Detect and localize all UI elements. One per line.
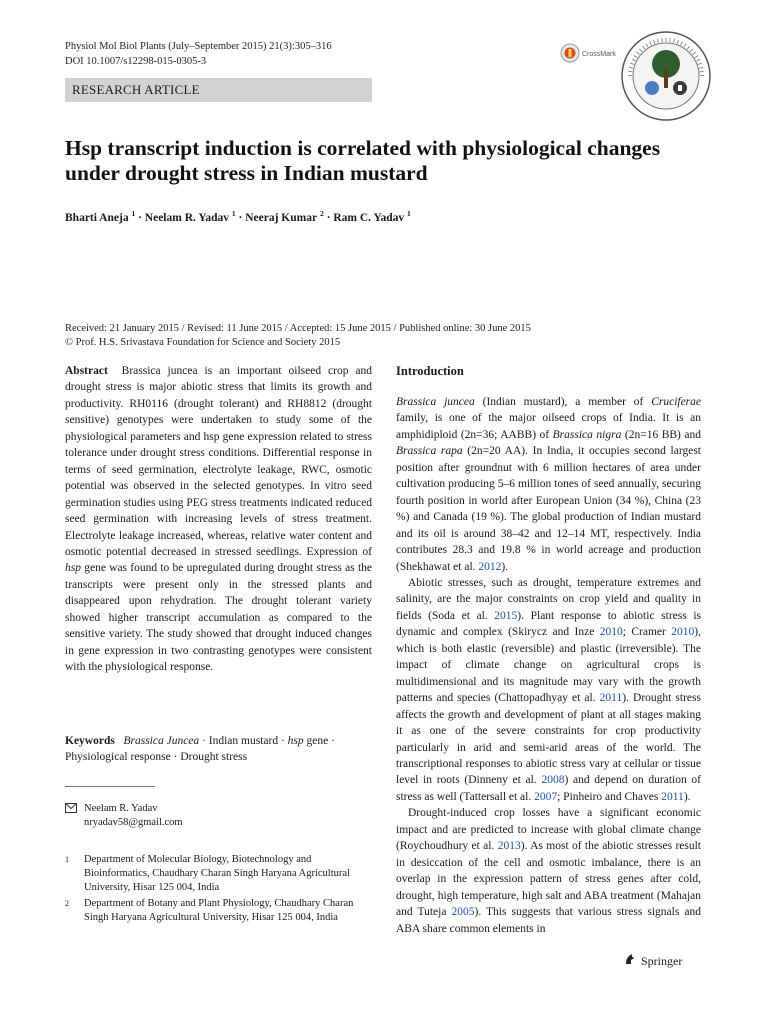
species-name: Brassica rapa [396,445,463,458]
body-text: ), which is both elastic (reversible) and plastic (irreversible). The impact of climate change on agricultural crops is multidimensional and its magnitude may vary with the growth patterns and species (Chattopadhyay et al. [396,626,701,705]
body-text: Drought-induced crop losses have a significant economic impact and are predicted to increase with global climate change (Roychoudhury et al. [396,807,701,853]
corresponding-author-name: Neelam R. Yadav [84,803,158,814]
article-type-band: RESEARCH ARTICLE [65,78,372,102]
species-name: Brassica juncea [396,396,475,408]
copyright-notice: © Prof. H.S. Srivastava Foundation for Science and Society 2015 [65,337,341,348]
introduction-section [396,363,701,937]
keywords-label: Keywords [65,735,115,747]
keyword: Physiological response [65,751,171,763]
intro-paragraph-1 [396,394,701,575]
author-affiliation-mark: 1 [231,209,236,218]
keyword: hsp [287,735,304,747]
author-name[interactable]: Neeraj Kumar [245,211,318,224]
body-text: (Indian mustard), a member of [474,396,652,408]
body-text: ). Plant response to abiotic stress is dynamic and complex (Skirycz and Inze [396,609,701,639]
keyword: gene [303,735,329,747]
citation-link[interactable]: 2008 [541,774,565,787]
publisher-mark [623,952,682,970]
doi[interactable]: DOI 10.1007/s12298-015-0305-3 [65,56,207,67]
citation-link[interactable]: 2005 [451,906,475,919]
keyword-separator: · [199,735,209,747]
society-seal-logo [620,30,712,122]
affiliation-number: 1 [65,855,69,864]
springer-horse-icon [623,952,637,970]
body-text: ). As most of the abiotic stresses result in desiccation of the cell and osmotic imbalance, there is an overlap in the expression pattern of stress genes after cold, drought, high temperature, high salt and ABA treatment (Mahajan and Tuteja [396,840,701,919]
footnote-divider [65,786,155,787]
abstract-label: Abstract [65,365,108,377]
body-text: ). This suggests that various stress signals and ABA share common elements in [396,906,701,935]
keyword: Brassica Juncea [123,735,200,747]
citation-link[interactable]: 2013 [497,840,521,853]
keyword-separator: · [328,735,335,747]
envelope-icon [65,803,77,818]
keywords-section [65,733,372,765]
body-text: ). [501,560,509,573]
keyword: Indian mustard [208,735,279,747]
author-affiliation-mark: 1 [131,209,136,218]
author-name[interactable]: Neelam R. Yadav [144,211,230,224]
abstract-section [65,363,372,676]
publisher-name: Springer [641,953,683,968]
citation-link[interactable]: 2007 [534,790,558,803]
citation-link[interactable]: 2012 [478,560,502,573]
keyword: Drought stress [180,751,248,763]
publication-dates: Received: 21 January 2015 / Revised: 11 June 2015 / Accepted: 15 June 2015 / Published online: 30 June 2015 [65,323,531,334]
author-separator: · [135,211,145,224]
author-name[interactable]: Bharti Aneja [65,211,129,224]
body-text: ; Pinheiro and Chaves [557,790,662,803]
author-name[interactable]: Ram C. Yadav [333,211,405,224]
author-affiliation-mark: 1 [407,209,411,218]
citation-link[interactable]: 2011 [661,790,684,803]
affiliation-1 [65,853,365,895]
affiliation-text: Department of Molecular Biology, Biotechnology and Bioinformatics, Chaudhary Charan Singh Haryana Agricultural University, Hisar 125 004, India [84,854,350,893]
keyword-separator: · [170,751,181,763]
species-name: Brassica nigra [552,428,622,441]
author-affiliation-mark: 2 [319,209,324,218]
affiliation-2 [65,897,365,925]
abstract-text-italic: hsp [65,562,81,575]
body-text: ). Drought stress affects the growth and development of plant at all stages making it as one of the severe constraints for crop productivity particularly in arid and semi-arid areas of the world. The transcriptional responses to abiotic stress vary at cellular or tissue level in roots (Dinneny et al. [396,692,701,787]
abstract-text: gene was found to be upregulated during drought stress as the transcripts were present only in the stressed plants and disappeared upon rehydration. The drought tolerant variety showed higher transcript accumulation as compared to the sensitive variety. The study showed that drought induced changes in gene expression in two contrasting genotypes were consistent with the physiological response. [65,562,372,674]
citation-link[interactable]: 2010 [599,626,623,639]
journal-reference: Physiol Mol Biol Plants (July–September 2015) 21(3):305–316 [65,41,332,52]
body-text: Abiotic stresses, such as drought, temperature extremes and salinity, are the major constraints on crop yield and quality in fields (Soda et al. [396,576,701,622]
author-list [65,206,411,226]
family-name: Cruciferae [651,396,702,408]
abstract-paragraph [65,363,372,676]
citation-link[interactable]: 2010 [671,626,695,639]
author-separator: · [235,211,246,224]
abstract-text: Brassica juncea is an important oilseed crop and drought stress is major abiotic stress that limits its growth and productivity. RH0116 (drought tolerant) and RH8812 (drought sensitive) genotypes were undertaken to study some of the physiological parameters and hsp gene expression related to stress tolerance under drought stress conditions. Differential response in terms of seed germination, electrolyte leakage, RWC, osmotic potential was observed in the selected genotypes. In vitro seed germination studies using PEG stress treatments indicated reduced seed germination with increasing levels of stress treatment. Electrolyte leakage increased, whereas, relative water content and osmotic potential decreased in stressed seedlings. Expression of [65,365,373,558]
keyword-separator: · [278,735,288,747]
affiliation-text: Department of Botany and Plant Physiology, Chaudhary Charan Singh Haryana Agricultural University, Hisar 125 004, India [84,898,354,923]
body-text: (2n=16 BB) and [621,428,702,441]
crossmark-label: CrossMark [582,51,616,58]
body-text: ). [683,790,691,803]
body-text: ) and depend on duration of stress as well (Tattersall et al. [396,774,702,803]
citation-link[interactable]: 2011 [599,692,623,705]
intro-paragraph-3 [396,805,701,937]
introduction-heading: Introduction [396,364,464,378]
body-text: family, is one of the major oilseed crops of India. It is an amphidiploid (2n=36; AABB) of [396,412,701,441]
body-text: ; Cramer [622,626,672,639]
citation-link[interactable]: 2015 [494,609,518,622]
article-title: Hsp transcript induction is correlated with physiological changes under drought stress in Indian mustard [65,136,661,185]
intro-paragraph-2 [396,575,701,805]
body-text: (2n=20 AA). In India, it occupies second largest position after groundnut with 6 million hectares of area under cultivation producing 5–6 million tones of seed annually, securing fourth position in world after European Union (34 %), China (23 %) and Canada (19 %). The global production of Indian mustard and its oil is around 38–42 and 12–14 MT, respectively. India contributes 28.3 and 19.8 % in world acreage and production (Shekhawat et al. [396,445,701,573]
corresponding-author-email[interactable]: nryadav58@gmail.com [84,817,183,828]
corresponding-author [65,802,372,830]
affiliation-number: 2 [65,899,69,908]
author-separator: · [323,211,334,224]
